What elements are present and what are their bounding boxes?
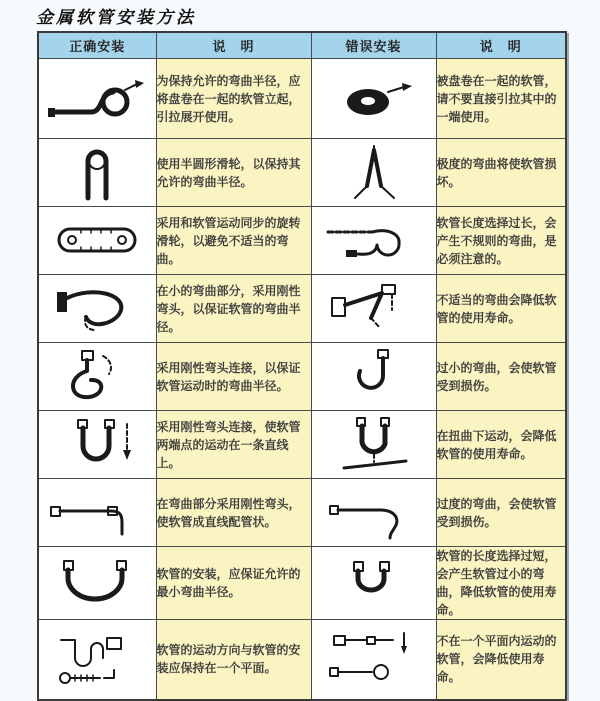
column-header-correct-note: 说 明 <box>156 32 311 59</box>
correct-note: 为保持允许的弯曲半径，应将盘卷在一起的软管立起，引拉展开使用。 <box>156 59 311 139</box>
correct-illustration-cell <box>38 139 156 207</box>
correct-illustration-cell <box>38 620 156 700</box>
header-row <box>38 32 566 59</box>
synchronized-rotating-pulley-track-icon <box>45 212 149 270</box>
wrong-note: 被盘卷在一起的软管，请不要直接引拉其中的一端使用。 <box>436 59 566 139</box>
wrong-illustration-cell <box>311 139 436 207</box>
wrong-note: 极度的弯曲将使软管损坏。 <box>436 139 566 207</box>
table-row <box>38 59 566 139</box>
table-row <box>38 207 566 275</box>
table-row <box>38 479 566 547</box>
rigid-elbow-straight-pipe-icon <box>45 484 149 542</box>
standing-coil-unrolled-hose-icon <box>45 70 149 128</box>
wrong-illustration-cell <box>311 207 436 275</box>
coil-pulled-from-one-end-icon <box>322 70 426 128</box>
improper-sharp-angle-bend-icon <box>322 280 426 338</box>
extreme-sharp-bend-hose-icon <box>322 144 426 202</box>
overlong-hose-irregular-loop-icon <box>322 212 426 270</box>
wrong-illustration-cell <box>311 479 436 547</box>
table-row <box>38 620 566 700</box>
wrong-note: 过度的弯曲，会使软管受到损伤。 <box>436 479 566 547</box>
same-plane-motion-piping-icon <box>45 628 149 690</box>
table-row <box>38 547 566 620</box>
correct-illustration-cell <box>38 343 156 411</box>
too-small-bend-hook-icon <box>322 348 426 406</box>
overbent-elbow-hose-icon <box>322 484 426 542</box>
correct-illustration-cell <box>38 547 156 620</box>
correct-illustration-cell <box>38 207 156 275</box>
correct-note: 采用刚性弯头连接，以保证软管运动时的弯曲半径。 <box>156 343 311 411</box>
column-header-wrong-install: 错误安装 <box>311 32 436 59</box>
wrong-illustration-cell <box>311 547 436 620</box>
correct-note: 软管的运动方向与软管的安装应保持在一个平面。 <box>156 620 311 700</box>
correct-note: 采用刚性弯头连接，使软管两端点的运动在一条直线上。 <box>156 411 311 479</box>
semicircular-pulley-hose-icon <box>45 144 149 202</box>
wrong-note: 过小的弯曲，会使软管受到损伤。 <box>436 343 566 411</box>
page-title: 金属软管安装方法 <box>36 8 196 28</box>
correct-note: 使用半圆形滑轮，以保持其允许的弯曲半径。 <box>156 139 311 207</box>
table-row <box>38 411 566 479</box>
column-header-correct-install: 正确安装 <box>38 32 156 59</box>
out-of-plane-motion-hose-icon <box>322 628 426 690</box>
wrong-illustration-cell <box>311 275 436 343</box>
rigid-elbow-connection-loop-icon <box>45 348 149 406</box>
correct-illustration-cell <box>38 479 156 547</box>
wrong-note: 在扭曲下运动，会降低软管的使用寿命。 <box>436 411 566 479</box>
table-row <box>38 275 566 343</box>
wrong-illustration-cell <box>311 620 436 700</box>
table-row <box>38 139 566 207</box>
wrong-illustration-cell <box>311 411 436 479</box>
wrong-note: 不适当的弯曲会降低软管的使用寿命。 <box>436 275 566 343</box>
installation-table <box>37 31 567 701</box>
too-short-hose-tight-u-icon <box>322 554 426 612</box>
rigid-elbow-small-bend-icon <box>45 280 149 338</box>
column-header-wrong-note: 说 明 <box>436 32 566 59</box>
correct-note: 采用和软管运动同步的旋转滑轮，以避免不适当的弯曲。 <box>156 207 311 275</box>
correct-note: 在弯曲部分采用刚性弯头，使软管成直线配管状。 <box>156 479 311 547</box>
wrong-note: 软管的长度选择过短，会产生软管过小的弯曲，降低软管的使用寿命。 <box>436 547 566 620</box>
correct-note: 在小的弯曲部分，采用刚性弯头，以保证软管的弯曲半径。 <box>156 275 311 343</box>
wrong-note: 不在一个平面内运动的软管，会降低使用寿命。 <box>436 620 566 700</box>
wrong-note: 软管长度选择过长，会产生不规则的弯曲，是必须注意的。 <box>436 207 566 275</box>
correct-note: 软管的安装，应保证允许的最小弯曲半径。 <box>156 547 311 620</box>
twisted-u-hose-icon <box>322 416 426 474</box>
minimum-bend-radius-wide-u-icon <box>45 554 149 612</box>
correct-illustration-cell <box>38 275 156 343</box>
wrong-illustration-cell <box>311 59 436 139</box>
correct-illustration-cell <box>38 59 156 139</box>
table-row <box>38 343 566 411</box>
rigid-elbow-straight-line-motion-icon <box>45 416 149 474</box>
correct-illustration-cell <box>38 411 156 479</box>
wrong-illustration-cell <box>311 343 436 411</box>
